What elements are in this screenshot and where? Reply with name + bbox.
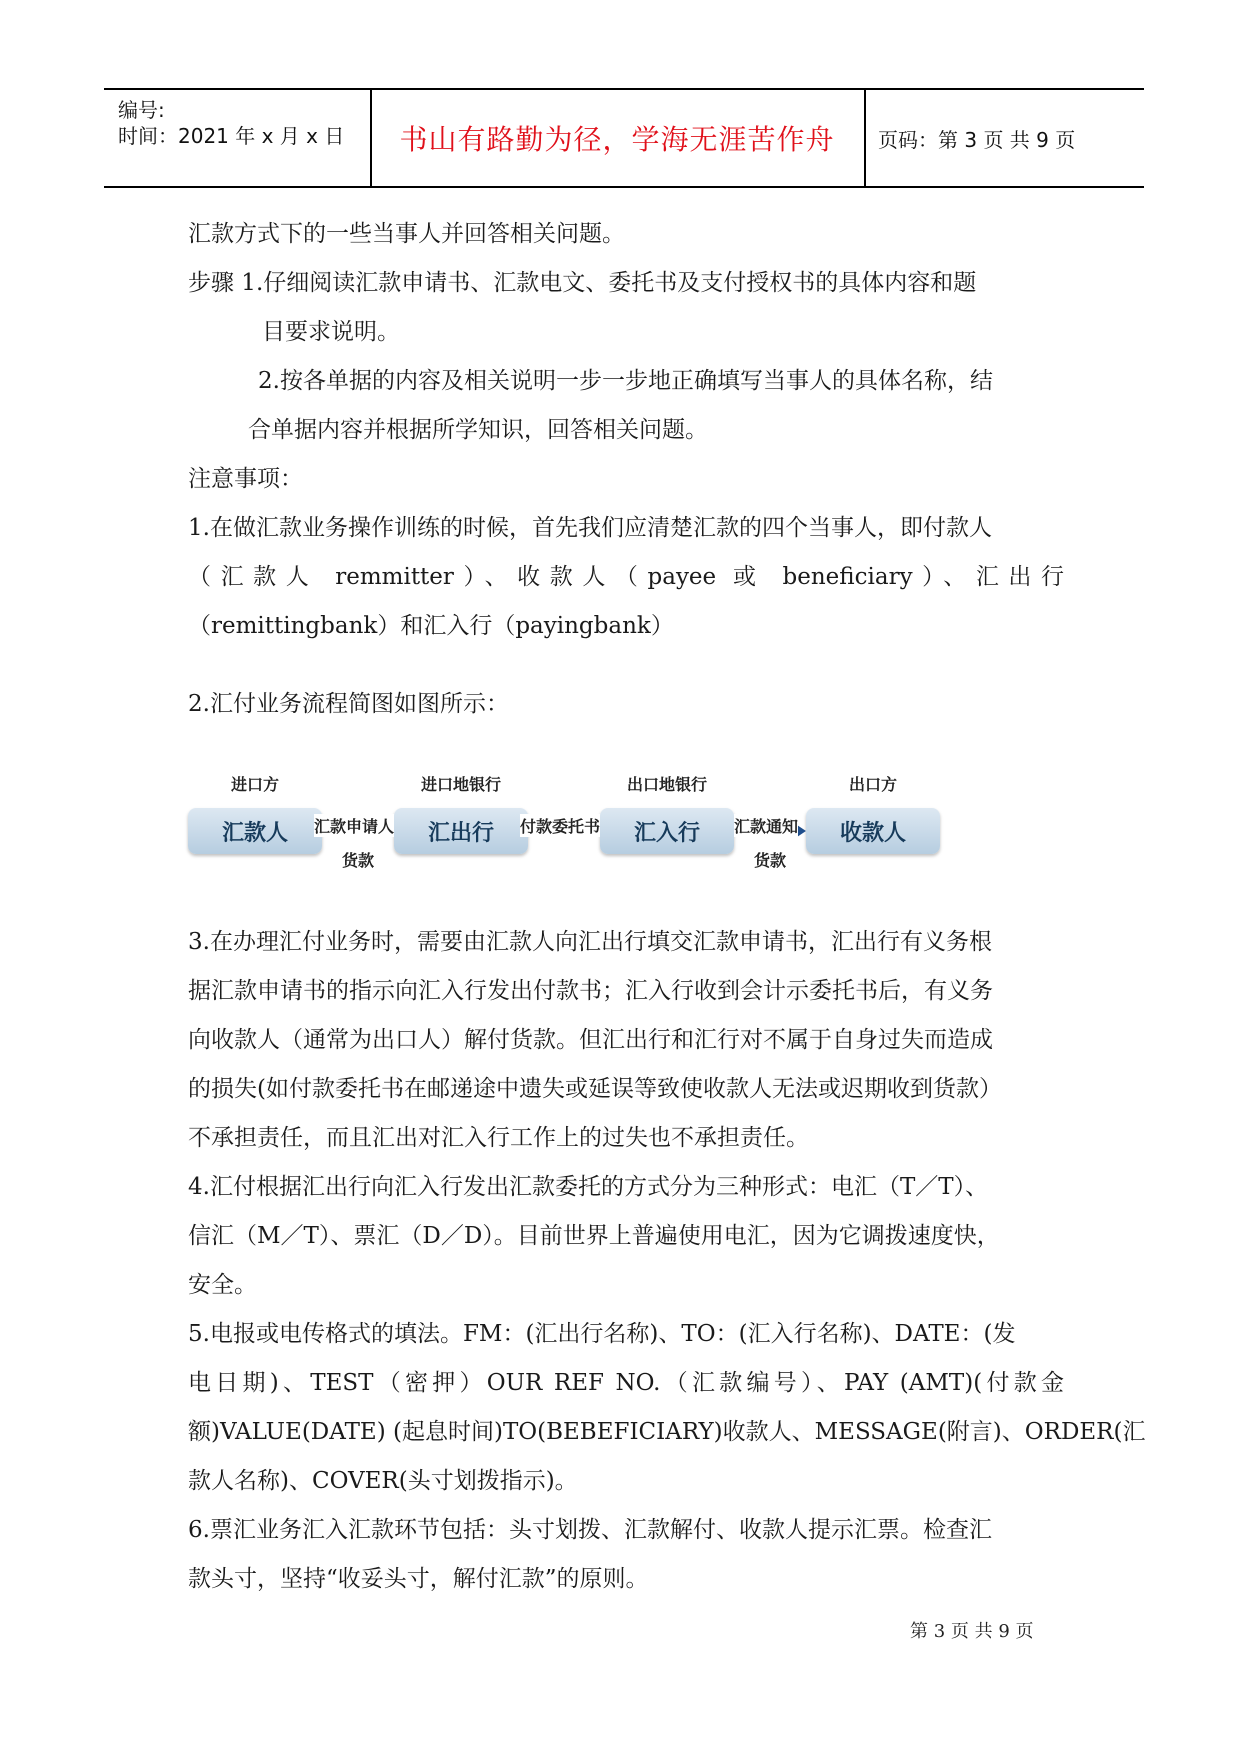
header-page-cell — [866, 90, 1144, 186]
body-line: 电日期)、TEST（密押）OUR REF NO.（汇款编号）、PAY (AMT)(付款金 — [188, 1370, 1064, 1396]
body-line: 额)VALUE(DATE) (起息时间)TO(BEBEFICIARY)收款人、MESSAGE(附言)、ORDER(汇 — [188, 1419, 1146, 1445]
body-line: 汇款方式下的一些当事人并回答相关问题。 — [188, 221, 625, 247]
page-footer: 第 3 页 共 9 页 — [910, 1621, 1034, 1642]
node-payee: 收款人 — [806, 808, 940, 854]
arrow-label: 付款委托书 — [520, 814, 600, 837]
note-3-line: 3.在办理汇付业务时，需要由汇款人向汇出行填交汇款申请书，汇出行有义务根 — [188, 929, 992, 955]
remittance-flow-diagram — [188, 772, 948, 872]
node-label: 出口方 — [848, 775, 897, 794]
arrow-label: 货款 — [342, 848, 374, 871]
note-2-line: 2.汇付业务流程简图如图所示： — [188, 691, 509, 717]
body-line: 据汇款申请书的指示向汇入行发出付款书；汇入行收到会计示委托书后，有义务 — [188, 978, 993, 1004]
header-page-label: 页码：第 3 页 共 9 页 — [878, 127, 1076, 152]
node-label: 进口地银行 — [420, 775, 501, 794]
step-2-line: 2.按各单据的内容及相关说明一步一步地正确填写当事人的具体名称，结 — [258, 368, 993, 394]
body-line: 款人名称)、COVER(头寸划拨指示)。 — [188, 1468, 578, 1494]
node-remitting-bank: 汇出行 — [394, 808, 528, 854]
notes-heading: 注意事项： — [188, 466, 303, 492]
note-4-line: 4.汇付根据汇出行向汇入行发出汇款委托的方式分为三种形式：电汇（T／T）、 — [188, 1174, 989, 1200]
header-motto-cell — [370, 90, 866, 186]
body-line: 向收款人（通常为出口人）解付货款。但汇出行和汇行对不属于自身过失而造成 — [188, 1027, 993, 1053]
document-header — [104, 88, 1144, 188]
note-6-line: 6.票汇业务汇入汇款环节包括：头寸划拨、汇款解付、收款人提示汇票。检查汇 — [188, 1517, 992, 1543]
note-1-line: 1.在做汇款业务操作训练的时候，首先我们应清楚汇款的四个当事人，即付款人 — [188, 515, 992, 541]
arrow-label: 货款 — [754, 848, 786, 871]
body-line: 不承担责任，而且汇出对汇入行工作上的过失也不承担责任。 — [188, 1125, 809, 1151]
node-label: 出口地银行 — [626, 775, 707, 794]
header-left-cell — [104, 90, 372, 186]
time-label: 时间：2021 年 x 月 x 日 — [118, 124, 345, 148]
arrow-label: 汇款通知 — [734, 814, 798, 837]
body-line: 的损失(如付款委托书在邮递途中遗失或延误等致使收款人无法或迟期收到货款） — [188, 1076, 1002, 1102]
step-1-line: 步骤 1.仔细阅读汇款申请书、汇款电文、委托书及支付授权书的具体内容和题 — [188, 270, 977, 296]
body-line: 信汇（M／T）、票汇（D／D）。目前世界上普遍使用电汇，因为它调拨速度快， — [188, 1223, 1000, 1249]
arrow-label: 汇款申请人 — [314, 814, 394, 837]
node-paying-bank: 汇入行 — [600, 808, 734, 854]
node-label: 进口方 — [230, 775, 279, 794]
body-line: （汇款人 remmitter）、收款人（payee 或 beneficiary）、汇出行 — [188, 564, 1064, 590]
body-line: 合单据内容并根据所学知识，回答相关问题。 — [248, 417, 708, 443]
node-remitter: 汇款人 — [188, 808, 322, 854]
body-line: 目要求说明。 — [262, 319, 400, 345]
motto-text: 书山有路勤为径，学海无涯苦作舟 — [399, 123, 835, 156]
body-line: 款头寸，坚持“收妥头寸，解付汇款”的原则。 — [188, 1566, 649, 1592]
number-label: 编号: — [118, 98, 165, 122]
body-line: 安全。 — [188, 1272, 257, 1298]
note-5-line: 5.电报或电传格式的填法。FM：(汇出行名称)、TO：(汇入行名称)、DATE：(发 — [188, 1321, 1016, 1347]
body-line: （remittingbank）和汇入行（payingbank） — [188, 613, 674, 639]
